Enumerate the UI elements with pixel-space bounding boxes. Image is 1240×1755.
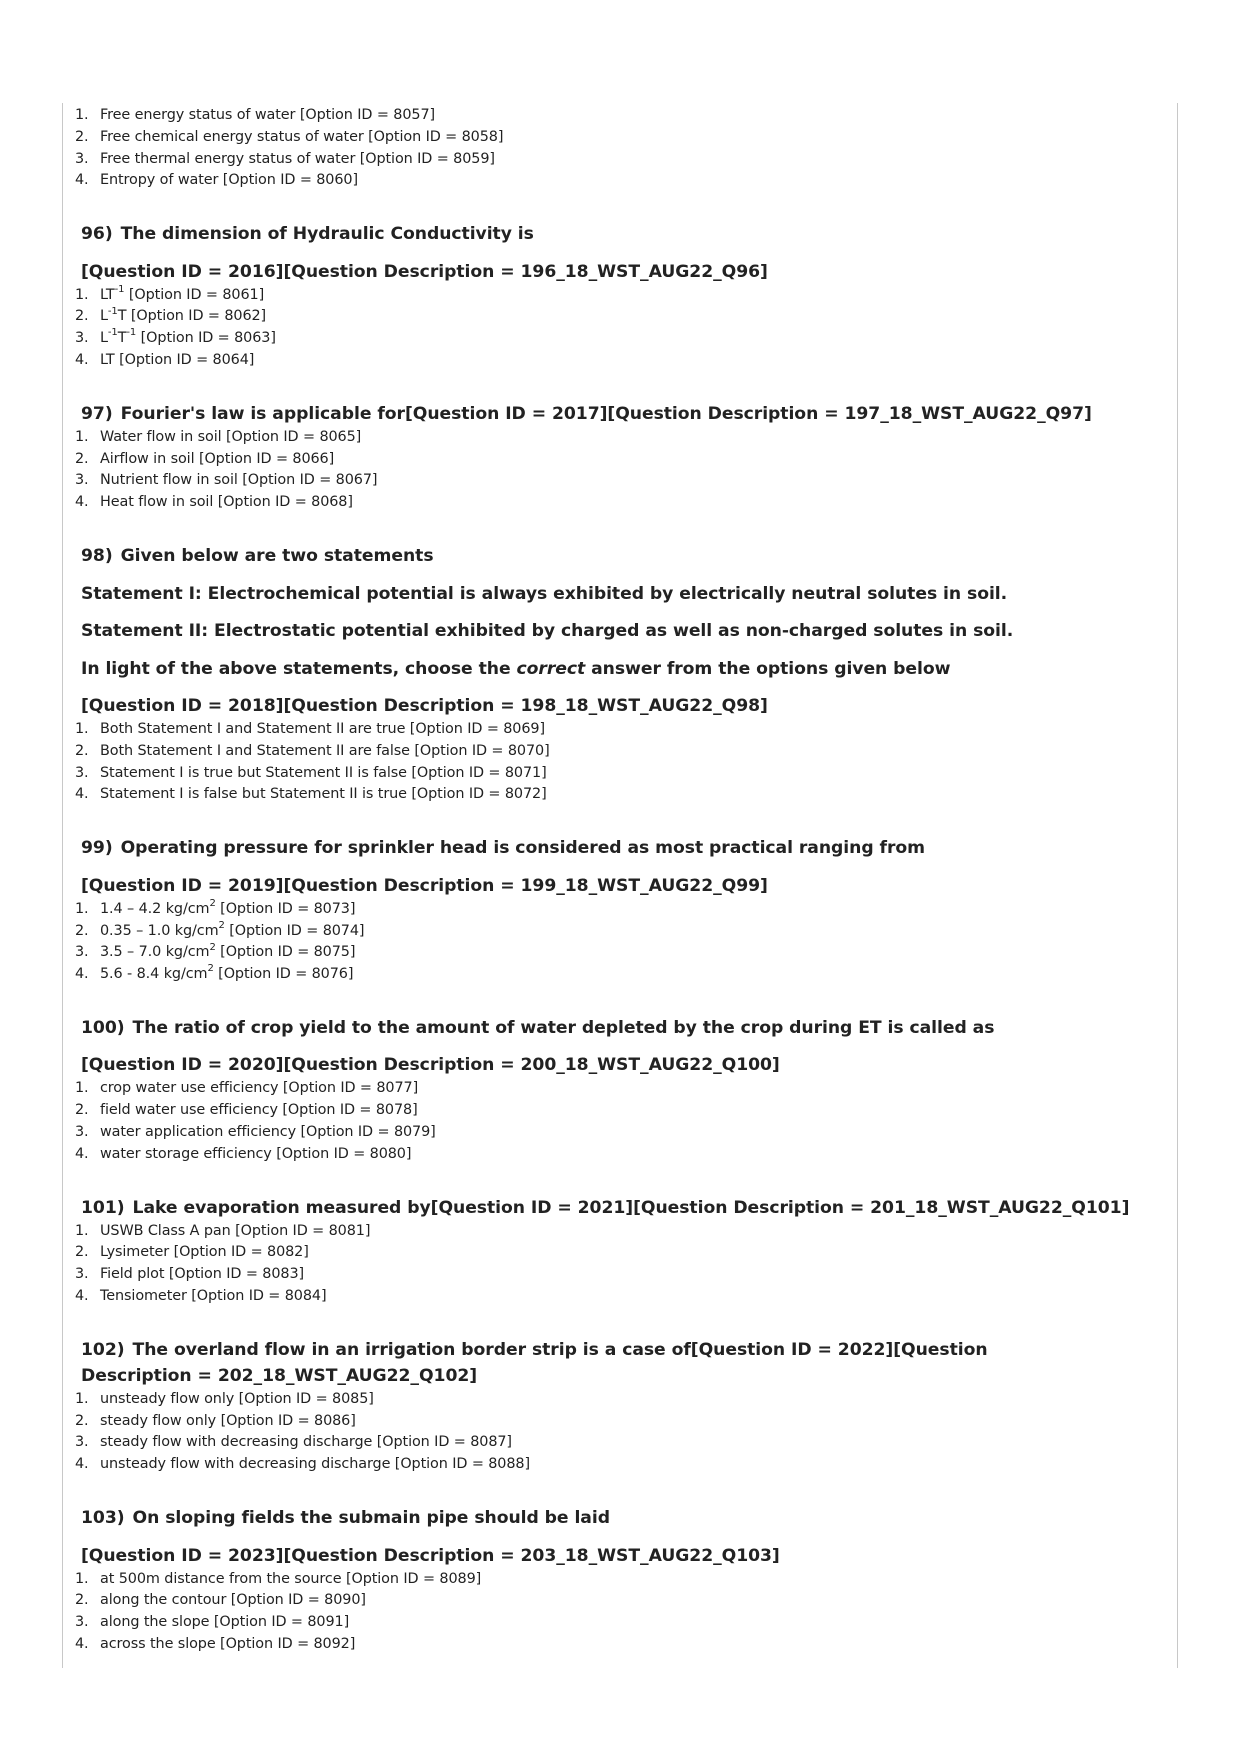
- option-item: 1. crop water use efficiency [Option ID = 8077]: [75, 1080, 419, 1097]
- question-meta: [Question ID = 2016][Question Description = 196_18_WST_AUG22_Q96]: [81, 261, 768, 282]
- option-item: 4. unsteady flow with decreasing discharge [Option ID = 8088]: [75, 1456, 530, 1473]
- question-text: 97) Fourier's law is applicable for[Question ID = 2017][Question Description = 197_18_WST_AUG22_Q97]: [81, 403, 1092, 424]
- question-text: 100) The ratio of crop yield to the amount of water depleted by the crop during ET is called as: [81, 1017, 995, 1038]
- question-102: [75, 1337, 1165, 1476]
- option-item: 3. $L^{-1}T^{-1}$ [Option ID = 8063]: [75, 327, 276, 347]
- q98-options: [75, 719, 1165, 806]
- q97-options: [75, 427, 1165, 514]
- statement-2: Statement II: Electrostatic potential exhibited by charged as well as non-charged solutes in soil.: [81, 621, 1014, 642]
- option-item: 1. USWB Class A pan [Option ID = 8081]: [75, 1222, 371, 1239]
- statement-1: Statement I: Electrochemical potential is always exhibited by electrically neutral solutes in soil.: [81, 583, 1008, 604]
- question-103: [75, 1505, 1165, 1656]
- option-item: 2. Airflow in soil [Option ID = 8066]: [75, 450, 335, 467]
- option-item: 4. Statement I is false but Statement II is true [Option ID = 8072]: [75, 786, 547, 803]
- option-item: 4. LT [Option ID = 8064]: [75, 352, 255, 369]
- option-item: 4. water storage efficiency [Option ID = 8080]: [75, 1145, 412, 1162]
- question-text: 101) Lake evaporation measured by[Question ID = 2021][Question Description = 201_18_WST_AUG22_Q101]: [81, 1197, 1130, 1218]
- option-item: 1. $LT^{-1}$ [Option ID = 8061]: [75, 283, 265, 303]
- q95-options: [75, 105, 1165, 192]
- option-item: 1. Both Statement I and Statement II are true [Option ID = 8069]: [75, 721, 545, 738]
- option-item: 3. along the slope [Option ID = 8091]: [75, 1614, 350, 1631]
- option-item: 2. Free chemical energy status of water [Option ID = 8058]: [75, 128, 504, 145]
- question-text: 96) The dimension of Hydraulic Conductivity is: [81, 224, 534, 245]
- option-item: 1. Free energy status of water [Option ID = 8057]: [75, 107, 436, 123]
- option-item: 3. Field plot [Option ID = 8083]: [75, 1266, 305, 1283]
- question-instruction: In light of the above statements, choose the correct answer from the options given below: [81, 658, 951, 679]
- q99-options: [75, 899, 1165, 986]
- question-97: [75, 401, 1165, 514]
- question-text: 103) On sloping fields the submain pipe should be laid: [81, 1508, 610, 1528]
- option-item: 2. Both Statement I and Statement II are false [Option ID = 8070]: [75, 742, 550, 759]
- option-item: 1. at 500m distance from the source [Option ID = 8089]: [75, 1570, 482, 1587]
- option-item: 2. steady flow only [Option ID = 8086]: [75, 1412, 356, 1429]
- question-meta: [Question ID = 2019][Question Description = 199_18_WST_AUG22_Q99]: [81, 875, 768, 896]
- option-item: 4. across the slope [Option ID = 8092]: [75, 1635, 356, 1652]
- q102-options: [75, 1389, 1165, 1476]
- option-item: 3. steady flow with decreasing discharge [Option ID = 8087]: [75, 1434, 512, 1451]
- option-item: 2. along the contour [Option ID = 8090]: [75, 1592, 366, 1609]
- option-item: 2. 0.35 – 1.0 $kg/cm^2$ [Option ID = 8074]: [75, 919, 365, 939]
- q101-options: [75, 1221, 1165, 1308]
- question-text: 99) Operating pressure for sprinkler head is considered as most practical ranging from: [81, 838, 925, 859]
- option-item: 3. water application efficiency [Option ID = 8079]: [75, 1124, 436, 1141]
- q103-options: [75, 1569, 1165, 1656]
- option-item: 4. 5.6 - 8.4 $kg/cm^2$ [Option ID = 8076]: [75, 963, 354, 983]
- question-meta: [Question ID = 2023][Question Description = 203_18_WST_AUG22_Q103]: [81, 1545, 780, 1566]
- option-item: 3. Nutrient flow in soil [Option ID = 8067]: [75, 472, 378, 489]
- question-98: [75, 543, 1165, 806]
- option-item: 2. $L^{-1}T$ [Option ID = 8062]: [75, 305, 267, 325]
- option-item: 1. unsteady flow only [Option ID = 8085]: [75, 1390, 374, 1407]
- question-meta: [Question ID = 2020][Question Description = 200_18_WST_AUG22_Q100]: [81, 1055, 780, 1076]
- question-text: 102) The overland flow in an irrigation border strip is a case of[Question ID = 2022][Question Description = 202_18_WST_AUG22_Q102]: [81, 1339, 988, 1386]
- q100-options: [75, 1078, 1165, 1165]
- option-item: 4. Entropy of water [Option ID = 8060]: [75, 172, 358, 189]
- question-text: 98) Given below are two statements: [81, 546, 434, 567]
- q96-options: [75, 285, 1165, 372]
- question-meta: [Question ID = 2018][Question Description = 198_18_WST_AUG22_Q98]: [81, 696, 768, 717]
- option-item: 4. Tensiometer [Option ID = 8084]: [75, 1288, 327, 1305]
- option-item: 4. Heat flow in soil [Option ID = 8068]: [75, 494, 353, 511]
- option-item: 1. 1.4 – 4.2 $kg/cm^2$ [Option ID = 8073]: [75, 897, 356, 917]
- option-item: 2. field water use efficiency [Option ID = 8078]: [75, 1102, 418, 1119]
- option-item: 1. Water flow in soil [Option ID = 8065]: [75, 428, 362, 445]
- question-96: [75, 221, 1165, 372]
- option-item: 3. Statement I is true but Statement II is false [Option ID = 8071]: [75, 764, 547, 781]
- question-paper: [75, 105, 1165, 1656]
- question-99: [75, 835, 1165, 986]
- question-100: [75, 1015, 1165, 1166]
- option-item: 3. Free thermal energy status of water [Option ID = 8059]: [75, 150, 495, 167]
- option-item: 2. Lysimeter [Option ID = 8082]: [75, 1244, 309, 1261]
- option-item: 3. 3.5 – 7.0 $kg/cm^2$ [Option ID = 8075]: [75, 941, 356, 961]
- question-101: [75, 1195, 1165, 1308]
